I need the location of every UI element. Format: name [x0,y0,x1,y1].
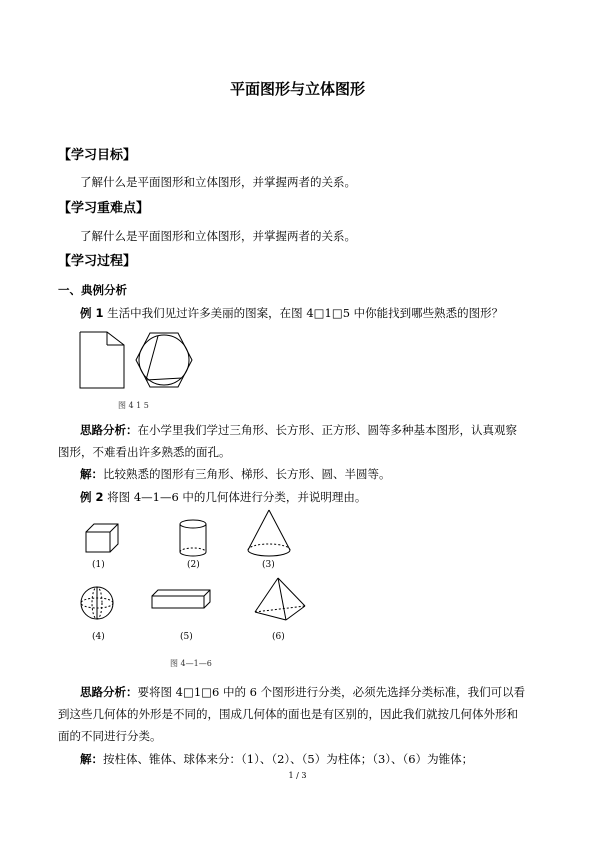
pyramid-shape [255,578,305,620]
fig-label-5: (5) [180,632,193,642]
figure-4-1-5-caption: 图 4 1 5 [118,401,149,410]
analysis2-line3: 面的不同进行分类。 [58,729,162,743]
solution1-text: 比较熟悉的图形有三角形、梯形、长方形、圆、半圆等。 [103,467,391,481]
sphere-shape [81,587,113,619]
analysis1-label: 思路分析： [80,423,138,437]
solution1-label: 解： [80,467,103,481]
cube-shape [86,524,118,552]
subsection-heading: 一、典例分析 [58,283,127,297]
example2-label: 例 2 [80,490,104,504]
fig-label-4: (4) [92,632,105,642]
fig-label-1: (1) [92,560,105,570]
goal-heading: 【学习目标】 [58,148,137,163]
fig-label-3: (3) [262,560,275,570]
fig-label-2: (2) [187,560,200,570]
example2-text: 将图 4—1—6 中的几何体进行分类，并说明理由。 [107,490,367,504]
cone-shape [248,510,290,556]
fig-label-6: (6) [272,632,285,642]
key-text: 了解什么是平面图形和立体图形，并掌握两者的关系。 [80,229,356,243]
analysis2-line1 [80,684,525,700]
example1 [80,305,503,321]
analysis1-line1 [80,422,517,438]
analysis2-text: 要将图 4□1□6 中的 6 个图形进行分类，必须先选择分类标准，我们可以看 [137,685,526,699]
page-title: 平面图形与立体图形 [229,80,365,98]
solution2-label: 解： [80,752,103,766]
solution2 [80,751,473,767]
prism-shape [152,590,210,608]
example1-text: 生活中我们见过许多美丽的图案，在图 4□1□5 中你能找到哪些熟悉的图形？ [107,306,504,320]
solution1 [80,466,391,482]
example2 [80,489,366,505]
process-heading: 【学习过程】 [58,254,137,269]
figure-4-1-6-caption: 图 4—1—6 [170,659,212,668]
goal-text: 了解什么是平面图形和立体图形，并掌握两者的关系。 [80,175,356,189]
cylinder-shape [180,520,206,556]
analysis2-line2: 到这些几何体的外形是不同的，围成几何体的面也是有区别的，因此我们就按几何体外形和 [58,707,518,721]
analysis1-text: 在小学里我们学过三角形、长方形、正方形、圆等多种基本图形，认真观察 [137,423,517,437]
key-heading: 【学习重难点】 [58,201,150,216]
analysis2-label: 思路分析： [80,685,138,699]
page-number: 1 / 3 [288,771,307,780]
analysis1-line2: 图形，不难看出许多熟悉的面孔。 [58,445,231,459]
solution2-text: 按柱体、锥体、球体来分：（1）、（2）、（5）为柱体；（3）、（6）为锥体； [103,752,474,766]
example1-label: 例 1 [80,306,104,320]
